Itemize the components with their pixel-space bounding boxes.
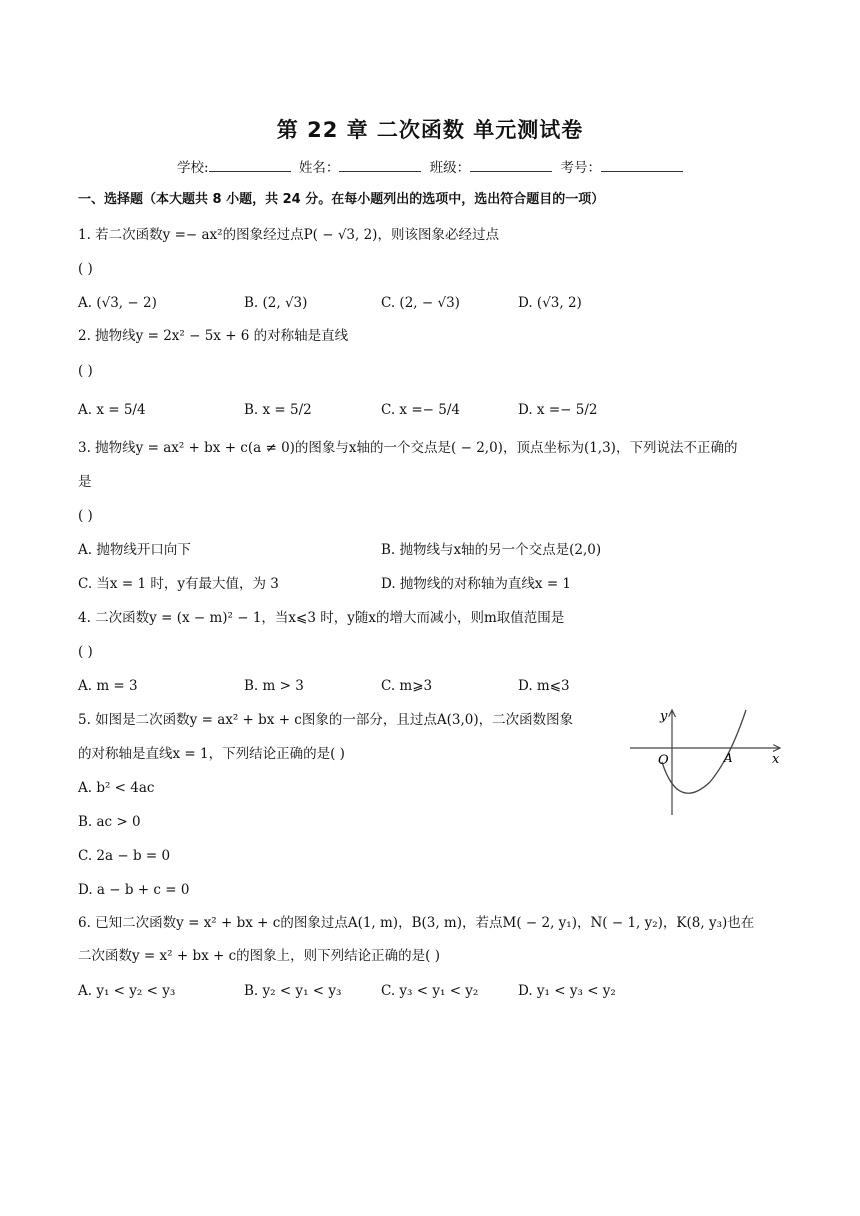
question-6-option-c: C. y₃ < y₁ < y₂: [381, 983, 479, 999]
question-2-option-d: D. x =− 5/2: [518, 402, 598, 418]
question-3-stem-line-2: 是: [78, 474, 92, 490]
question-3-option-a: A. 抛物线开口向下: [78, 542, 191, 558]
question-6-stem-line-2: 二次函数y = x² + bx + c的图象上，则下列结论正确的是( ): [78, 948, 440, 964]
parabola-curve: [662, 710, 746, 793]
question-3-option-c: C. 当x = 1 时，y有最大值，为 3: [78, 576, 279, 592]
question-2-option-a: A. x = 5/4: [78, 402, 146, 418]
question-1-option-b: B. (2, √3): [244, 295, 308, 311]
question-4-answer-paren: ( ): [78, 644, 93, 660]
question-5-option-a: A. b² < 4ac: [78, 780, 155, 796]
question-3-option-d: D. 抛物线的对称轴为直线x = 1: [381, 576, 572, 592]
student-info-row: [0, 156, 860, 176]
exam-number-label: 考号：: [560, 160, 601, 176]
question-4-option-a: A. m = 3: [78, 678, 138, 694]
question-4-option-c: C. m⩾3: [381, 678, 433, 694]
question-6-option-d: D. y₁ < y₃ < y₂: [518, 983, 616, 999]
question-5-option-b: B. ac > 0: [78, 814, 141, 830]
question-5-option-d: D. a − b + c = 0: [78, 882, 190, 898]
point-a-label: A: [724, 751, 733, 765]
class-blank: [470, 159, 552, 172]
question-3-answer-paren: ( ): [78, 508, 93, 524]
exam-number-blank: [601, 159, 683, 172]
question-3-option-b: B. 抛物线与x轴的另一个交点是(2,0): [381, 542, 602, 558]
question-1-answer-paren: ( ): [78, 261, 93, 277]
x-axis-label: x: [772, 752, 780, 767]
school-blank: [209, 159, 291, 172]
question-6-option-b: B. y₂ < y₁ < y₃: [244, 983, 342, 999]
question-3-stem-line-1: 3. 抛物线y = ax² + bx + c(a ≠ 0)的图象与x轴的一个交点是( − 2,0)，顶点坐标为(1,3)，下列说法不正确的: [78, 440, 738, 456]
question-1-option-c: C. (2, − √3): [381, 295, 460, 311]
parabola-graph: [620, 700, 788, 820]
question-2-answer-paren: ( ): [78, 363, 93, 379]
question-1-stem: 1. 若二次函数y =− ax²的图象经过点P( − √3, 2)，则该图象必经过点: [78, 227, 499, 243]
question-1-option-d: D. (√3, 2): [518, 295, 582, 311]
school-label: 学校:: [177, 160, 209, 176]
class-label: 班级：: [429, 160, 471, 176]
question-2-stem: 2. 抛物线y = 2x² − 5x + 6 的对称轴是直线: [78, 328, 349, 344]
question-4-stem: 4. 二次函数y = (x − m)² − 1，当x⩽3 时，y随x的增大而减小，则m取值范围是: [78, 610, 565, 626]
question-5-stem-line-1: 5. 如图是二次函数y = ax² + bx + c图象的一部分，且过点A(3,0)，二次函数图象: [78, 712, 574, 728]
question-5-option-c: C. 2a − b = 0: [78, 848, 171, 864]
name-blank: [339, 159, 421, 172]
question-5-stem-line-2: 的对称轴是直线x = 1，下列结论正确的是( ): [78, 746, 345, 762]
question-2-option-b: B. x = 5/2: [244, 402, 312, 418]
question-1-option-a: A. (√3, − 2): [78, 295, 157, 311]
section-heading: 一、选择题（本大题共 8 小题，共 24 分。在每小题列出的选项中，选出符合题目的一项）: [78, 192, 605, 207]
question-2-option-c: C. x =− 5/4: [381, 402, 460, 418]
question-4-option-d: D. m⩽3: [518, 678, 570, 694]
question-4-option-b: B. m > 3: [244, 678, 304, 694]
origin-label: O: [658, 753, 669, 768]
question-6-option-a: A. y₁ < y₂ < y₃: [78, 983, 176, 999]
question-6-stem-line-1: 6. 已知二次函数y = x² + bx + c的图象过点A(1, m)，B(3, m)，若点M( − 2, y₁)，N( − 1, y₂)，K(8, y₃)也在: [78, 915, 755, 931]
page-title: 第 22 章 二次函数 单元测试卷: [276, 118, 584, 142]
y-axis-label: y: [660, 709, 668, 724]
name-label: 姓名：: [298, 160, 340, 176]
